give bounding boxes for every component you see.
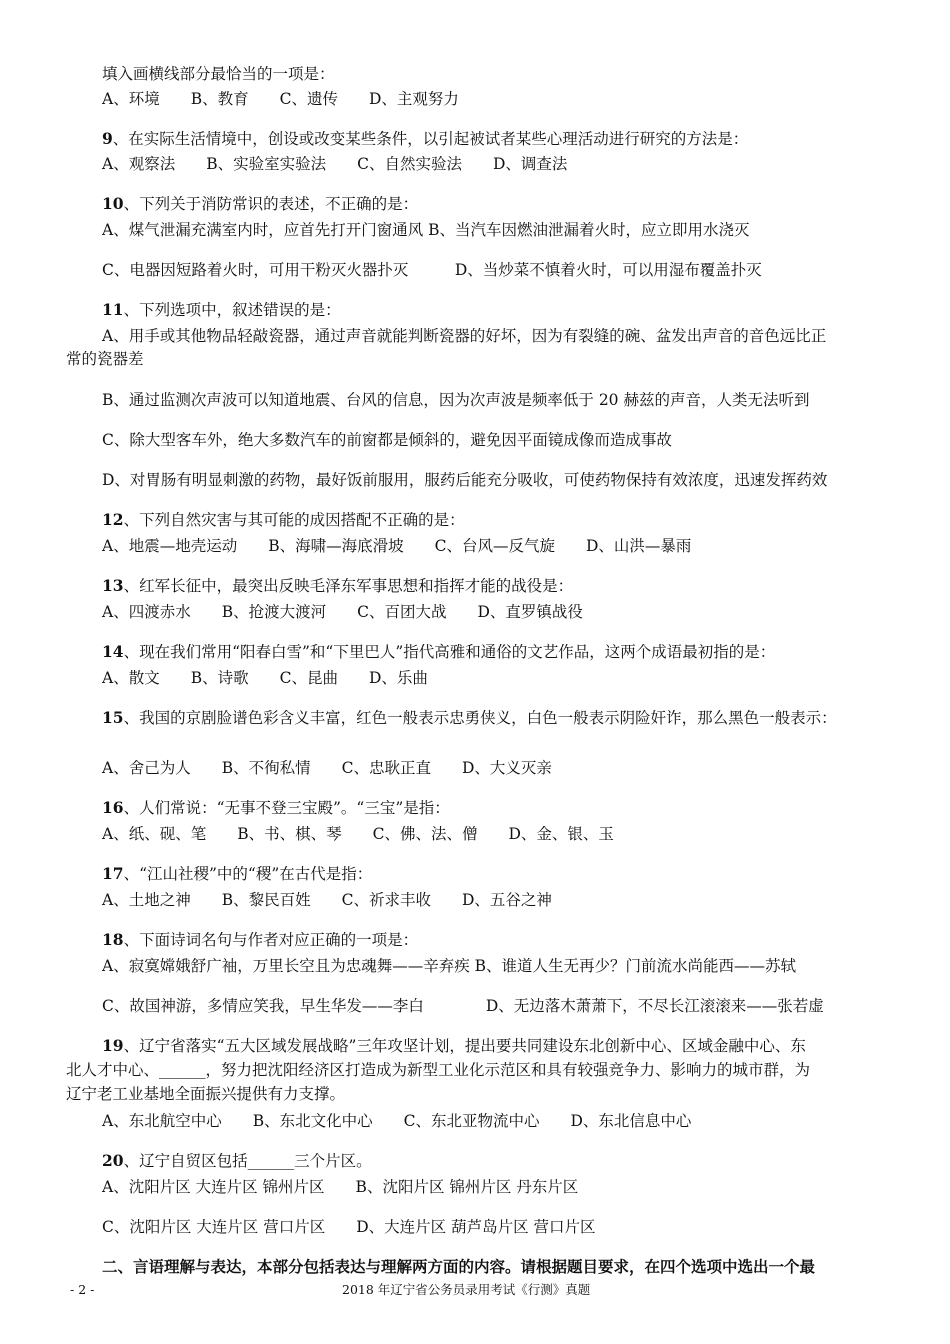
question-17 xyxy=(102,863,372,885)
q10-number: 10 xyxy=(102,194,124,213)
question-stem-tail: 填入画横线部分最恰当的一项是： xyxy=(102,65,335,83)
q20-text: 、辽宁自贸区包括______三个片区。 xyxy=(123,1152,372,1170)
q19-number: 19 xyxy=(102,1036,124,1055)
q12-text: 、下列自然灾害与其可能的成因搭配不正确的是： xyxy=(123,511,465,529)
q9-text: 、在实际生活情境中，创设或改变某些条件，以引起被试者某些心理活动进行研究的方法是： xyxy=(112,130,749,148)
q12-options: A、地震—地壳运动 B、海啸—海底滑坡 C、台风—反气旋 D、山洪—暴雨 xyxy=(102,537,692,555)
q19-text-line3: 辽宁老工业基地全面振兴提供有力支撑。 xyxy=(66,1085,346,1103)
q11-option-a-line2: 常的瓷器差 xyxy=(66,350,144,368)
q13-text: 、红军长征中，最突出反映毛泽东军事思想和指挥才能的战役是： xyxy=(123,577,574,595)
section-2-heading: 二、言语理解与表达，本部分包括表达与理解两方面的内容。请根据题目要求，在四个选项中选出一个最 xyxy=(102,1257,816,1276)
q11-option-a-line1: A、用手或其他物品轻敲瓷器，通过声音就能判断瓷器的好坏，因为有裂缝的碗、盆发出声音的音色远比正 xyxy=(102,327,827,345)
footer-title: 2018 年辽宁省公务员录用考试《行测》真题 xyxy=(342,1282,591,1297)
q18-options-cd: C、故国神游，多情应笑我，早生华发——李白 D、无边落木萧萧下，不尽长江滚滚来——张若虚 xyxy=(102,997,824,1015)
q11-number: 11 xyxy=(102,300,124,319)
q20-options-cd: C、沈阳片区 大连片区 营口片区 D、大连片区 葫芦岛片区 营口片区 xyxy=(102,1218,596,1236)
q19-options: A、东北航空中心 B、东北文化中心 C、东北亚物流中心 D、东北信息中心 xyxy=(102,1112,692,1130)
question-18 xyxy=(102,929,418,951)
question-10 xyxy=(102,193,418,215)
q10-text: 、下列关于消防常识的表述，不正确的是： xyxy=(123,195,419,213)
q15-options: A、舍己为人 B、不徇私情 C、忠耿正直 D、大义灭亲 xyxy=(102,759,552,777)
q10-options-ab: A、煤气泄漏充满室内时，应首先打开门窗通风 B、当汽车因燃油泄漏着火时，应立即用水浇灭 xyxy=(102,221,750,239)
q11-option-c: C、除大型客车外，绝大多数汽车的前窗都是倾斜的，避免因平面镜成像而造成事故 xyxy=(102,431,672,449)
question-15 xyxy=(102,707,837,729)
q8-options: A、环境 B、教育 C、遗传 D、主观努力 xyxy=(102,90,459,108)
question-12 xyxy=(102,509,465,531)
q18-text: 、下面诗词名句与作者对应正确的一项是： xyxy=(123,931,419,949)
q14-text: 、现在我们常用“阳春白雪”和“下里巴人”指代高雅和通俗的文艺作品，这两个成语最初指的是： xyxy=(123,643,776,661)
q11-text: 、下列选项中，叙述错误的是： xyxy=(123,301,341,319)
question-20 xyxy=(102,1150,372,1172)
q18-options-ab: A、寂寞嫦娥舒广袖，万里长空且为忠魂舞——辛弃疾 B、谁道人生无再少？门前流水尚能西——苏轼 xyxy=(102,957,797,975)
question-16 xyxy=(102,797,450,819)
q19-text: 、辽宁省落实“五大区域发展战略”三年攻坚计划，提出要共同建设东北创新中心、区域金融中心、东 xyxy=(123,1037,806,1055)
q19-text-line2: 北人才中心、______，努力把沈阳经济区打造成为新型工业化示范区和具有较强竞争力、影响力的城市群，为 xyxy=(66,1061,811,1079)
q10-options-cd: C、电器因短路着火时，可用干粉灭火器扑灭 D、当炒菜不慎着火时，可以用湿布覆盖扑灭 xyxy=(102,261,762,279)
q15-number: 15 xyxy=(102,708,124,727)
q17-number: 17 xyxy=(102,864,124,883)
q16-number: 16 xyxy=(102,798,124,817)
q17-options: A、土地之神 B、黎民百姓 C、祈求丰收 D、五谷之神 xyxy=(102,891,552,909)
page-number: - 2 - xyxy=(70,1282,95,1297)
question-19 xyxy=(102,1035,806,1057)
question-14 xyxy=(102,641,775,663)
q20-number: 20 xyxy=(102,1151,124,1170)
q14-options: A、散文 B、诗歌 C、昆曲 D、乐曲 xyxy=(102,669,428,687)
q9-options: A、观察法 B、实验室实验法 C、自然实验法 D、调查法 xyxy=(102,155,568,173)
q15-text: 、我国的京剧脸谱色彩含义丰富，红色一般表示忠勇侠义，白色一般表示阴险奸诈，那么黑色一般表示： xyxy=(123,709,837,727)
q20-options-ab: A、沈阳片区 大连片区 锦州片区 B、沈阳片区 锦州片区 丹东片区 xyxy=(102,1178,579,1196)
q16-options: A、纸、砚、笔 B、书、棋、琴 C、佛、法、僧 D、金、银、玉 xyxy=(102,825,614,843)
q11-option-b: B、通过监测次声波可以知道地震、台风的信息，因为次声波是频率低于 20 赫兹的声音，人类无法听到 xyxy=(102,391,810,409)
q13-options: A、四渡赤水 B、抢渡大渡河 C、百团大战 D、直罗镇战役 xyxy=(102,603,583,621)
q18-number: 18 xyxy=(102,930,124,949)
question-11 xyxy=(102,299,341,321)
q9-number: 9 xyxy=(102,129,113,148)
q11-option-d: D、对胃肠有明显刺激的药物，最好饭前服用，服药后能充分吸收，可使药物保持有效浓度，迅速发挥药效 xyxy=(102,471,828,489)
question-9 xyxy=(102,128,748,150)
question-13 xyxy=(102,575,573,597)
q16-text: 、人们常说：“无事不登三宝殿”。“三宝”是指： xyxy=(123,799,450,817)
q17-text: 、“江山社稷”中的“稷”在古代是指： xyxy=(123,865,373,883)
q12-number: 12 xyxy=(102,510,124,529)
q13-number: 13 xyxy=(102,576,124,595)
q14-number: 14 xyxy=(102,642,124,661)
